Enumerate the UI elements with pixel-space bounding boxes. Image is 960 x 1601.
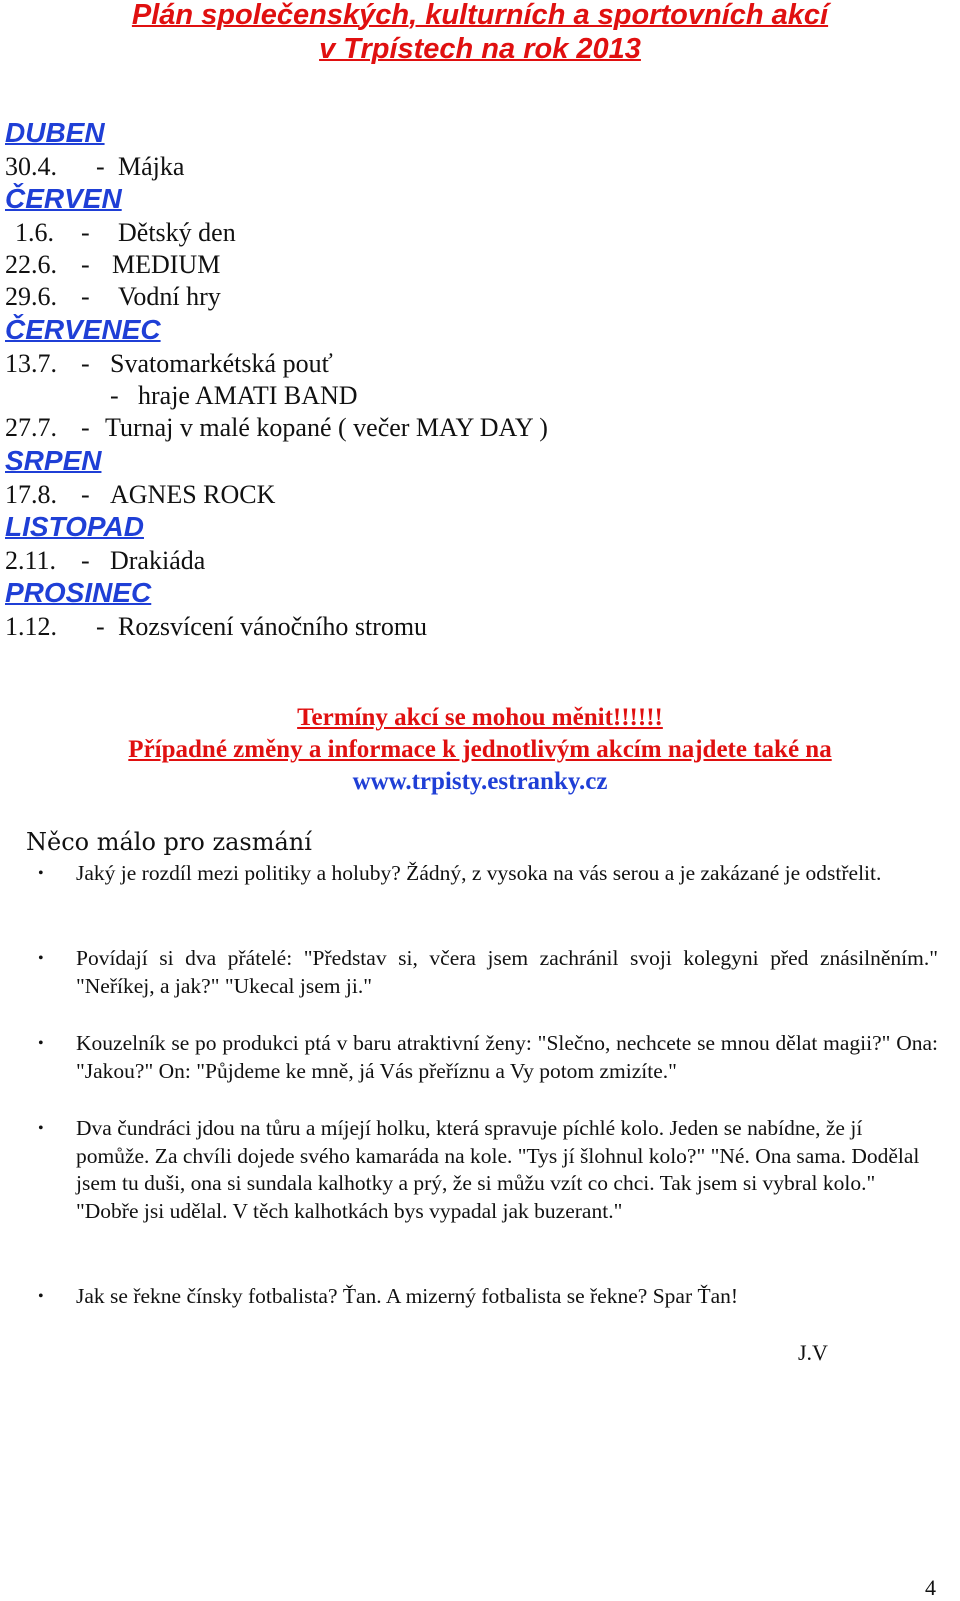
month-heading-cervenec: ČERVENEC xyxy=(5,314,161,345)
event-date: 27.7. xyxy=(5,413,57,442)
month-heading-cerven: ČERVEN xyxy=(5,183,122,214)
event-dash: - xyxy=(81,480,90,509)
event-dash: - xyxy=(96,152,105,181)
event-name: Turnaj v malé kopané ( večer MAY DAY ) xyxy=(105,413,548,442)
bullet-icon: • xyxy=(38,1035,44,1052)
page-title-line-1: Plán společenských, kulturních a sportovních akcí xyxy=(131,0,829,31)
event-date: 2.11. xyxy=(5,546,57,575)
event-dash: - xyxy=(81,282,90,311)
event-name: Drakiáda xyxy=(110,546,206,575)
month-heading-srpen: SRPEN xyxy=(5,445,102,476)
page-number: 4 xyxy=(925,1575,936,1600)
event-name: Svatomarkétská pouť xyxy=(110,349,333,378)
page-title-line-2: v Trpístech na rok 2013 xyxy=(319,33,641,65)
bullet-icon: • xyxy=(38,950,44,967)
event-dash: - xyxy=(96,612,105,641)
event-date: 17.8. xyxy=(5,480,57,509)
event-name: Vodní hry xyxy=(118,282,221,311)
month-heading-prosinec: PROSINEC xyxy=(5,577,152,608)
joke-text: Povídají si dva přátelé: "Představ si, včera jsem zachránil svoji kolegyni před znásilněním." "Neříkej, a jak?" "Ukecal jsem ji." xyxy=(76,946,938,998)
notice-dates-may-change: Termíny akcí se mohou měnit!!!!!! xyxy=(297,704,663,731)
joke-text: Jak se řekne čínsky fotbalista? Ťan. A mizerný fotbalista se řekne? Spar Ťan! xyxy=(76,1284,739,1308)
event-dash: - xyxy=(81,250,90,279)
bullet-icon: • xyxy=(38,865,44,882)
event-name: MEDIUM xyxy=(112,250,221,279)
author-signature: J.V xyxy=(798,1340,828,1365)
joke-text: Kouzelník se po produkci ptá v baru atraktivní ženy: "Slečno, nechcete se mnou dělat magii?" Ona: "Jakou?" On: "Půjdeme ke mně, já Vás přeříznu a Vy potom zmizíte." xyxy=(76,1031,938,1083)
event-dash: - xyxy=(110,381,119,410)
event-detail: hraje AMATI BAND xyxy=(138,381,358,410)
joke-text: Jaký je rozdíl mezi politiky a holuby? Žádný, z vysoka na vás serou a je zakázané je odstřelit. xyxy=(76,861,882,885)
jokes-heading: Něco málo pro zasmání xyxy=(26,828,312,856)
event-date: 22.6. xyxy=(5,250,57,279)
month-heading-listopad: LISTOPAD xyxy=(5,511,144,542)
bullet-icon: • xyxy=(38,1288,44,1305)
event-date: 29.6. xyxy=(5,282,57,311)
notice-more-info: Případné změny a informace k jednotlivým akcím najdete také na xyxy=(128,736,832,763)
event-name: AGNES ROCK xyxy=(110,480,276,509)
joke-text: Dva čundráci jdou na tůru a míjejí holku, která spravuje píchlé kolo. Jeden se nabídne, že jí pomůže. Za chvíli dojede svého kamaráda na kole. "Tys jí šlohnul kolo?" "Né. Ona sama. Dodělal jsem tu duši, ona si sundala kalhotky a prý, že si můžu vzít co chci. Tak jsem si vybral kolo." "Dobře jsi udělal. V těch kalhotkách bys vypadal jak buzerant." xyxy=(76,1116,920,1223)
event-date: 1.12. xyxy=(5,612,57,641)
event-dash: - xyxy=(81,413,90,442)
event-date: 30.4. xyxy=(5,152,57,181)
event-dash: - xyxy=(81,546,90,575)
event-date: 13.7. xyxy=(5,349,57,378)
event-date: 1.6. xyxy=(15,218,54,247)
event-dash: - xyxy=(81,349,90,378)
bullet-icon: • xyxy=(38,1120,44,1137)
month-heading-duben: DUBEN xyxy=(5,117,105,148)
website-link[interactable]: www.trpisty.estranky.cz xyxy=(352,768,608,795)
event-dash: - xyxy=(81,218,90,247)
event-name: Májka xyxy=(118,152,185,181)
event-name: Dětský den xyxy=(118,218,236,247)
event-name: Rozsvícení vánočního stromu xyxy=(118,612,428,641)
